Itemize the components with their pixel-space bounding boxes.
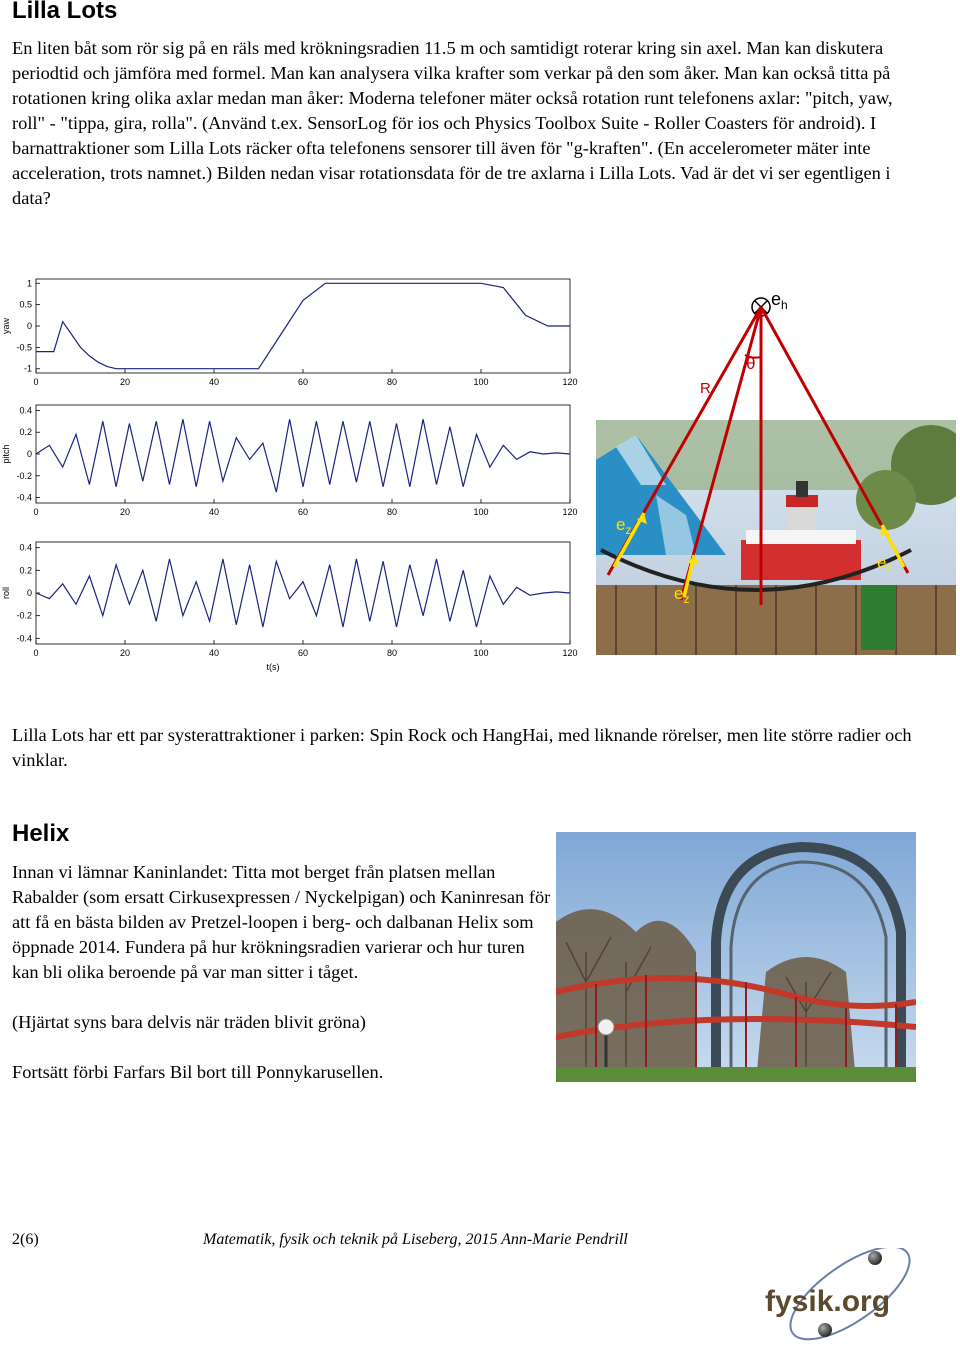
x-tick-label: 100 xyxy=(473,507,489,517)
x-tick-label: 0 xyxy=(33,507,39,517)
sister-attractions-paragraph: Lilla Lots har ett par systerattraktioner i parken: Spin Rock och HangHai, med liknande rörelser, men lite större radier och vinklar. xyxy=(12,725,912,770)
y-tick-label: 0.5 xyxy=(19,299,32,310)
logo-text: fysik.org xyxy=(765,1285,891,1318)
series-line xyxy=(36,419,570,492)
plot-frame xyxy=(36,405,570,503)
helix-paragraph: Innan vi lämnar Kaninlandet: Titta mot berget från platsen mellan Rabalder (som ersatt Cirkusexpressen / Nyckelpigan) och Kaninresan för att få en bästa bilden av Pretzel-loopen i berg- och dalbanan Helix som öppnade 2014. Fundera på hur krökningsradien varierar och hur turen kan bli olika beroende på var man sitter i tåget. xyxy=(12,862,551,982)
eh-label: $e_h$ xyxy=(771,289,788,312)
x-tick-label: 20 xyxy=(119,648,131,658)
x-tick-label: 40 xyxy=(208,507,220,517)
pitch-chart xyxy=(0,395,590,525)
ez-label-left: $e_z$ xyxy=(616,515,632,537)
roll-chart xyxy=(0,530,590,675)
x-tick-label: 40 xyxy=(208,377,220,387)
x-axis-label: t(s) xyxy=(266,662,280,672)
x-tick-label: 120 xyxy=(562,507,578,517)
x-tick-label: 80 xyxy=(386,377,398,387)
y-tick-label: 0 xyxy=(26,588,32,598)
x-tick-label: 40 xyxy=(208,648,220,658)
series-line xyxy=(36,283,570,368)
y-tick-label: 0.2 xyxy=(19,427,32,438)
lilla-lots-diagram-photo xyxy=(596,285,956,655)
y-tick-label: 0.4 xyxy=(19,405,32,416)
plot-frame xyxy=(36,542,570,644)
page-number: 2(6) xyxy=(12,1231,39,1248)
y-tick-label: 1 xyxy=(26,278,32,289)
y-tick-label: 0 xyxy=(26,321,32,331)
x-tick-label: 120 xyxy=(562,377,578,387)
fysik-org-logo xyxy=(760,1248,930,1343)
x-tick-label: 20 xyxy=(119,377,131,387)
y-axis-label: pitch xyxy=(1,444,11,464)
series-line xyxy=(36,559,570,627)
yaw-chart xyxy=(0,265,590,395)
y-tick-label: 0.4 xyxy=(19,542,32,553)
x-tick-label: 60 xyxy=(297,377,309,387)
ride-photo xyxy=(596,420,956,655)
y-tick-label: -0.2 xyxy=(16,610,32,621)
x-tick-label: 0 xyxy=(33,648,39,658)
x-tick-label: 100 xyxy=(473,648,489,658)
y-tick-label: -0.2 xyxy=(16,470,32,481)
ez-label-middle: $e_z$ xyxy=(674,584,690,606)
x-tick-label: 20 xyxy=(119,507,131,517)
next-stop-text: Fortsätt förbi Farfars Bil bort till Ponnykarusellen. xyxy=(12,1062,384,1082)
footer-title: Matematik, fysik och teknik på Liseberg, 2015 Ann-Marie Pendrill xyxy=(203,1231,628,1248)
helix-note: (Hjärtat syns bara delvis när träden blivit gröna) xyxy=(12,1012,366,1032)
y-tick-label: 0.2 xyxy=(19,565,32,576)
x-tick-label: 60 xyxy=(297,507,309,517)
section-heading-lilla-lots: Lilla Lots xyxy=(12,0,118,24)
y-tick-label: 0 xyxy=(26,449,32,459)
y-axis-label: yaw xyxy=(1,317,11,335)
y-tick-label: -0.4 xyxy=(16,492,32,503)
helix-photo xyxy=(556,832,916,1082)
lilla-lots-paragraph: En liten båt som rör sig på en räls med krökningsradien 11.5 m och samtidigt roterar kring sin axel. Man kan diskutera periodtid och jämföra med formel. Man kan analysera vilka krafter som verkar på den som åker. Man kan också titta på rotationen kring olika axlar medan man åker: Moderna telefoner mäter också rotation runt telefonens axlar: "pitch, yaw, roll" - "tippa, gira, rolla". (Använd t.ex. SensorLog för ios och Physics Toolbox Suite - Roller Coasters för android). I barnattraktioner som Lilla Lots räcker ofta telefonens sensorer till även för "g-kraften". (En accelerometer mäter inte acceleration, trots namnet.) Bilden nedan visar rotationsdata för de tre axlarna i Lilla Lots. Vad är det vi ser egentligen i data? xyxy=(12,38,893,208)
x-tick-label: 100 xyxy=(473,377,489,387)
section-heading-helix: Helix xyxy=(12,820,70,847)
x-tick-label: 60 xyxy=(297,648,309,658)
y-axis-label: roll xyxy=(1,586,11,600)
y-tick-label: -0.4 xyxy=(16,633,32,644)
ez-label-right: $e_z$ xyxy=(877,553,893,575)
theta-label: θ xyxy=(746,354,756,373)
r-label: R xyxy=(700,380,711,397)
x-tick-label: 120 xyxy=(562,648,578,658)
y-tick-label: -1 xyxy=(23,363,32,374)
plot-frame xyxy=(36,279,570,373)
x-tick-label: 80 xyxy=(386,507,398,517)
x-tick-label: 80 xyxy=(386,648,398,658)
y-tick-label: -0.5 xyxy=(16,342,32,353)
x-tick-label: 0 xyxy=(33,377,39,387)
